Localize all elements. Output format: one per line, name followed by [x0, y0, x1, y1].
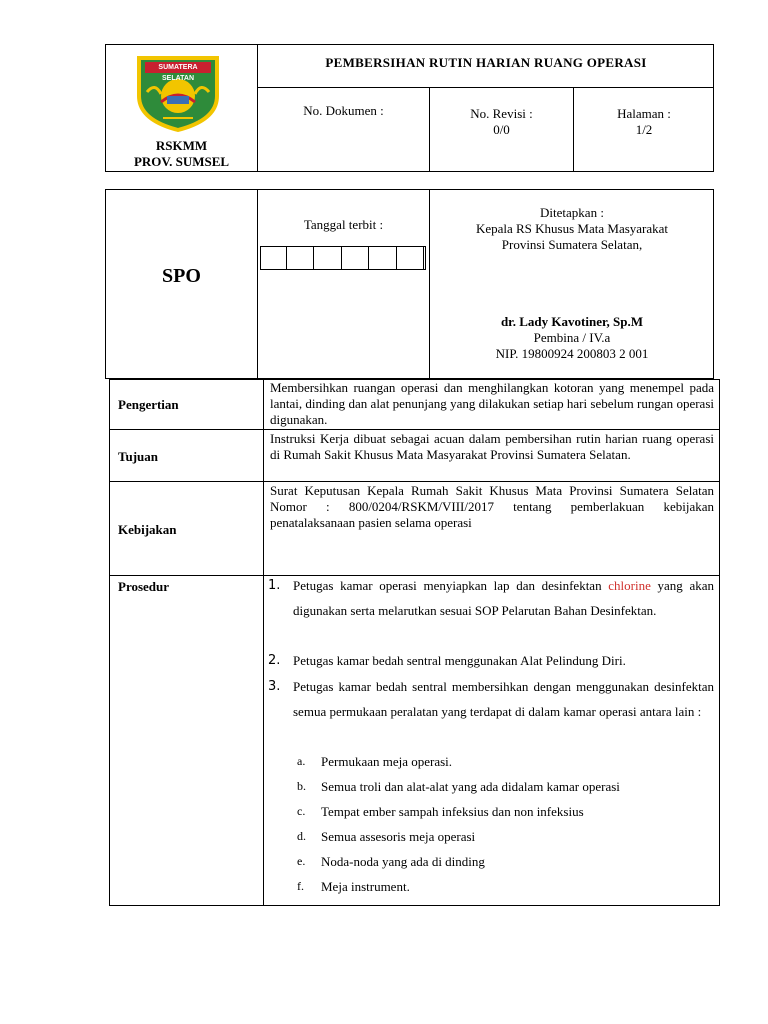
step-text: Petugas kamar bedah sentral menggunakan Alat Pelindung Diri. — [293, 653, 626, 668]
kebijakan-label: Kebijakan — [118, 522, 177, 537]
pengertian-label: Pengertian — [118, 397, 179, 412]
revision-label: No. Revisi : — [470, 106, 533, 121]
highlighted-term: chlorine — [608, 578, 651, 593]
date-box — [370, 246, 397, 270]
tujuan-text: Instruksi Kerja dibuat sebagai acuan dalam pembersihan rutin harian ruang operasi di Rumah Sakit Khusus Mata Masyarakat Provinsi Sumatera Selatan. — [270, 431, 714, 462]
document-title: PEMBERSIHAN RUTIN HARIAN RUANG OPERASI — [325, 55, 647, 70]
step-number: 3. — [268, 679, 281, 694]
content-divider — [263, 379, 264, 906]
org-line-2: PROV. SUMSEL — [133, 154, 230, 169]
page-value: 1/2 — [635, 122, 653, 137]
sub-text: Noda-noda yang ada di dinding — [321, 854, 485, 869]
hospital-logo — [133, 52, 223, 132]
procedure-step-2 — [268, 648, 714, 673]
issue-date-label: Tanggal terbit : — [303, 217, 384, 232]
sub-letter: e. — [297, 854, 306, 868]
date-box — [260, 246, 287, 270]
signer-name: dr. Lady Kavotiner, Sp.M — [500, 314, 644, 329]
procedure-step-1 — [268, 573, 714, 648]
date-box — [342, 246, 369, 270]
step-text: Petugas kamar bedah sentral membersihkan dengan menggunakan desinfektan semua permukaan peralatan yang terdapat di dalam kamar operasi antara lain : — [293, 679, 714, 719]
sub-letter: f. — [297, 879, 304, 893]
header-divider — [257, 87, 714, 88]
sub-text: Tempat ember sampah infeksius dan non infeksius — [321, 804, 584, 819]
step-number: 1. — [268, 578, 281, 593]
step-text-part: yang akan digunakan serta melarutkan sesuai SOP Pelarutan Bahan Desinfektan. — [293, 578, 714, 618]
date-box — [397, 246, 424, 270]
content-divider — [109, 481, 720, 482]
procedure-step-3 — [268, 674, 714, 749]
established-line-2: Kepala RS Khusus Mata Masyarakat — [475, 221, 669, 236]
page-cell — [574, 106, 714, 138]
date-box — [287, 246, 314, 270]
sub-text: Semua troli dan alat-alat yang ada didalam kamar operasi — [321, 779, 620, 794]
tujuan-label: Tujuan — [118, 449, 158, 464]
sub-letter: b. — [297, 779, 306, 793]
content-divider — [109, 429, 720, 430]
revision-cell — [430, 106, 573, 138]
prosedur-label: Prosedur — [118, 579, 170, 594]
signer-rank: Pembina / IV.a — [533, 330, 611, 345]
date-box — [315, 246, 342, 270]
kebijakan-text: Surat Keputusan Kepala Rumah Sakit Khusus Mata Provinsi Sumatera Selatan Nomor : 800/0204/RSKM/VIII/2017 tentang pemberlakuan kebijakan penatalaksanaan pasien selama operasi — [270, 483, 714, 530]
signer-block — [430, 314, 714, 362]
org-line-1: RSKMM — [155, 138, 208, 153]
sub-letter: a. — [297, 754, 306, 768]
established-label: Ditetapkan : — [540, 205, 604, 220]
spo-label: SPO — [162, 265, 201, 287]
sub-text: Meja instrument. — [321, 879, 410, 894]
logo-text: SUMATERA SELATAN — [158, 64, 198, 82]
org-name — [106, 138, 257, 170]
revision-value: 0/0 — [493, 122, 510, 137]
sub-letter: d. — [297, 829, 306, 843]
step-text — [293, 573, 714, 623]
signer-nip: NIP. 19800924 200803 2 001 — [495, 346, 649, 361]
step-number: 2. — [268, 653, 281, 668]
sub-letter: c. — [297, 804, 306, 818]
page-label: Halaman : — [617, 106, 671, 121]
established-line-3: Provinsi Sumatera Selatan, — [501, 237, 643, 252]
sub-text: Semua assesoris meja operasi — [321, 829, 476, 844]
pengertian-text: Membersihkan ruangan operasi dan menghilangkan kotoran yang menempel pada lantai, dinding dan alat penunjang yang dilakukan setiap hari sebelum rungan operasi digunakan. — [270, 380, 714, 427]
doc-number-label: No. Dokumen : — [303, 103, 384, 118]
step-text-part: Petugas kamar operasi menyiapkan lap dan desinfektan — [293, 578, 609, 593]
sub-text: Permukaan meja operasi. — [321, 754, 453, 769]
established-block — [430, 205, 714, 253]
